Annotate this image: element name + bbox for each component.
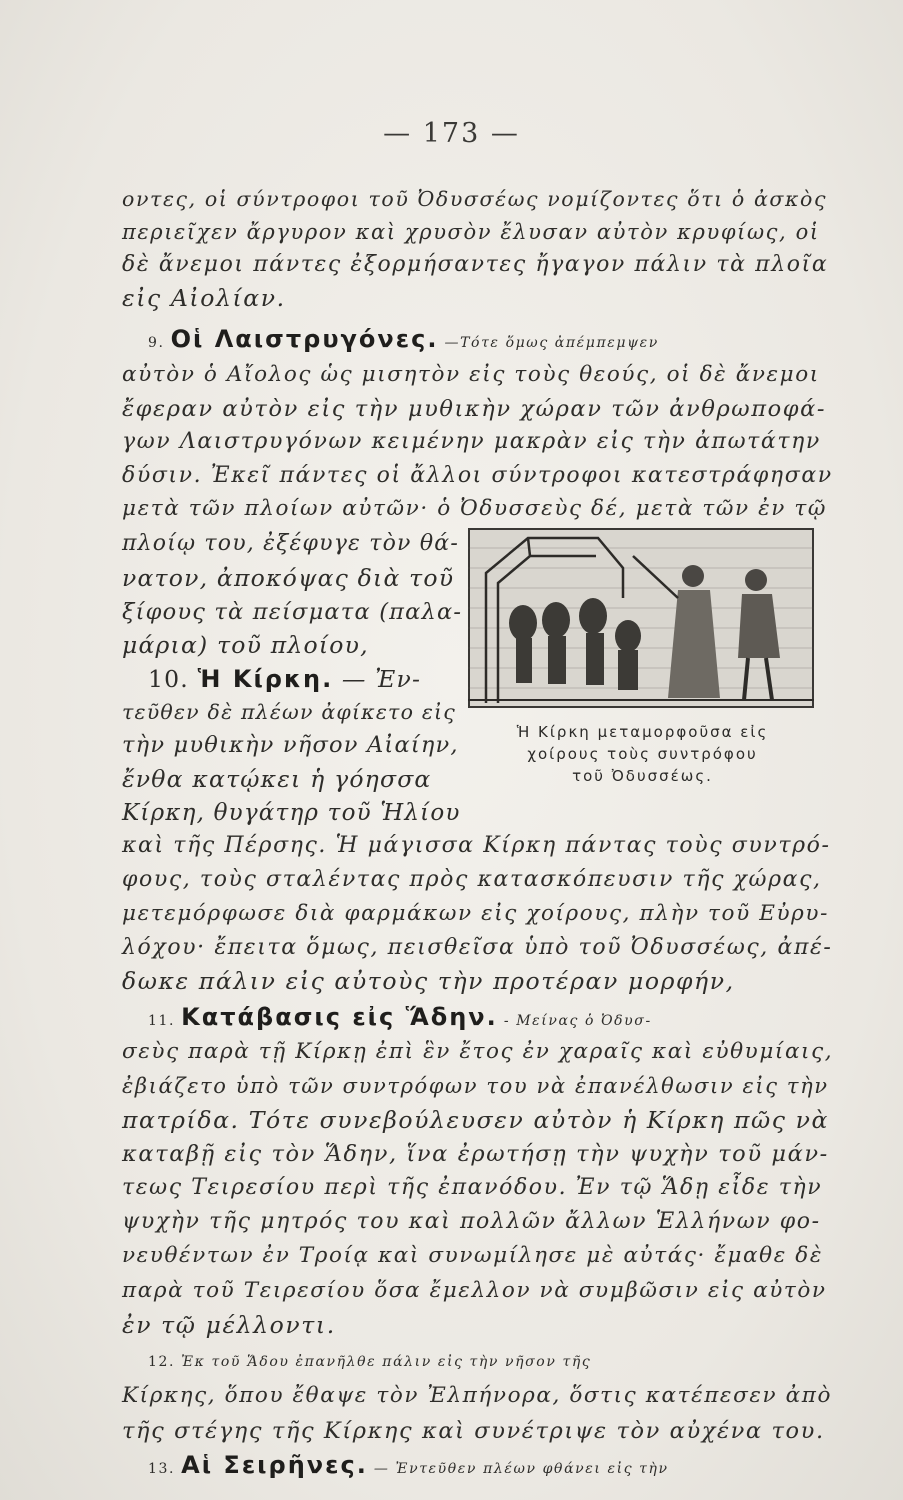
text-line (122, 1239, 822, 1273)
figure-caption-line: Ἡ Κίρκη μεταμορφοῦσα εἰς (516, 723, 769, 741)
line-text: μετεμόρφωσε διὰ φαρμάκων εἰς χοίρους, πλὴν τοῦ Εὐρυ- (122, 901, 829, 926)
text-line (122, 215, 822, 249)
line-text: μάρια) τοῦ πλοίου, (122, 631, 369, 659)
line-text: ἐβιάζετο ὑπὸ τῶν συντρόφων του νὰ ἐπανέλθωσιν εἰς τὴν (122, 1074, 829, 1098)
text-line (122, 1069, 829, 1103)
line-text: περιεῖχεν ἄργυρον καὶ χρυσὸν ἔλυσαν αὐτὸν κρυφίως, οἱ (122, 220, 820, 244)
text-line (122, 1379, 832, 1413)
text-line (122, 863, 822, 897)
line-text: καὶ τῆς Πέρσης. Ἡ μάγισσα Κίρκη πάντας τοὺς συντρό- (122, 833, 831, 858)
section-heading: Οἱ Λαιστρυγόνες. (170, 325, 439, 353)
line-text: τεως Τειρεσίου περὶ τῆς ἐπανόδου. Ἐν τῷ Ἅδῃ εἶδε τὴν (122, 1175, 823, 1200)
text-line (122, 964, 822, 998)
line-text: γων Λαιστρυγόνων κειμένην μακρὰν εἰς τὴν ἀπωτάτην (122, 429, 821, 454)
text-line (122, 1205, 822, 1239)
line-text: μετὰ τῶν πλοίων αὐτῶν· ὁ Ὀδυσσεὺς δέ, μετὰ τῶν ἐν τῷ (122, 496, 827, 521)
text-line (148, 1345, 848, 1379)
line-text: — Ἐντεῦθεν πλέων φθάνει εἰς τὴν (373, 1461, 669, 1477)
line-text: ἔνθα κατῴκει ἡ γόησσα (122, 765, 432, 793)
page-number: — 173 — (383, 118, 520, 149)
line-text: σεὺς παρὰ τῇ Κίρκῃ ἐπὶ ἓν ἔτος ἐν χαραῖς καὶ εὐθυμίαις, (122, 1039, 834, 1064)
text-line (122, 392, 827, 426)
text-line (122, 248, 829, 282)
text-line (122, 628, 452, 662)
line-text: οντες, οἱ σύντροφοι τοῦ Ὀδυσσέως νομίζοντες ὅτι ὁ ἀσκὸς (122, 187, 828, 211)
text-line (122, 728, 459, 762)
text-line (122, 1035, 834, 1069)
line-text: - Μείνας ὁ Ὀδυσ- (503, 1013, 652, 1029)
text-line (122, 425, 822, 459)
line-text: δωκε πάλιν εἰς αὐτοὺς τὴν προτέραν μορφήν, (122, 967, 735, 995)
line-text: —Τότε ὅμως ἀπέμπεμψεν (444, 335, 659, 351)
line-text: τῆς στέγης τῆς Κίρκης καὶ συνέτριψε τὸν αὐχένα του. (122, 1418, 825, 1444)
line-text: ἔφεραν αὐτὸν εἰς τὴν μυθικὴν χώραν τῶν ἀνθρωποφά- (122, 396, 827, 422)
line-text: παρὰ τοῦ Τειρεσίου ὅσα ἔμελλον νὰ συμβῶσιν εἰς αὐτὸν (122, 1278, 827, 1303)
text-line (148, 1448, 848, 1486)
section-number: 9. (148, 335, 165, 351)
line-text: εἰς Αἰολίαν. (122, 284, 286, 312)
text-line (122, 1103, 829, 1137)
line-text: πλοίῳ του, ἐξέφυγε τὸν θά- (122, 531, 459, 556)
line-text: Κίρκη, θυγάτηρ τοῦ Ἡλίου (122, 800, 461, 826)
text-line (122, 1308, 822, 1342)
text-line (122, 1414, 825, 1448)
section-number: 10. (148, 665, 189, 693)
text-line (122, 561, 455, 595)
figure-caption-line: χοίρους τοὺς συντρόφου (527, 745, 758, 763)
section-heading: Αἱ Σειρῆνες. (181, 1451, 368, 1479)
text-line (148, 322, 848, 360)
figure-caption-line: τοῦ Ὀδυσσέως. (572, 767, 713, 785)
line-text: δύσιν. Ἐκεῖ πάντες οἱ ἄλλοι σύντροφοι κατεστράφησαν (122, 463, 833, 488)
text-line (122, 281, 822, 315)
line-text: δὲ ἄνεμοι πάντες ἐξορμήσαντες ἤγαγον πάλιν τὰ πλοῖα (122, 252, 829, 277)
text-line (122, 1137, 829, 1171)
text-line (122, 182, 828, 216)
section-number: 11. (148, 1013, 176, 1029)
section-heading: Κατάβασις εἰς Ἅδην. (181, 1003, 498, 1031)
text-line (122, 459, 833, 493)
line-text: ξίφους τὰ πείσματα (παλα- (122, 599, 463, 625)
line-text: φους, τοὺς σταλέντας πρὸς κατασκόπευσιν τῆς χώρας, (122, 867, 822, 892)
text-line (122, 762, 452, 796)
line-text: λόχου· ἔπειτα ὅμως, πεισθεῖσα ὑπὸ τοῦ Ὀδυσσέως, ἀπέ- (122, 935, 833, 960)
text-line (148, 662, 478, 696)
text-line (122, 1274, 827, 1308)
circe-illustration (468, 528, 814, 708)
line-text: ψυχὴν τῆς μητρός του καὶ πολλῶν ἄλλων Ἑλλήνων φο- (122, 1209, 821, 1234)
text-line (122, 527, 459, 561)
text-line (122, 1171, 822, 1205)
line-text: Ἐκ τοῦ Ἅδου ἐπανῆλθε πάλιν εἰς τὴν νῆσον τῆς (181, 1354, 592, 1370)
line-text: — Ἐν- (341, 665, 422, 693)
line-text: τεῦθεν δὲ πλέων ἀφίκετο εἰς (122, 700, 456, 724)
line-text: νατον, ἀποκόψας διὰ τοῦ (122, 564, 455, 592)
section-heading: Ἡ Κίρκη. (197, 665, 334, 693)
text-line (148, 1000, 848, 1038)
text-line (122, 695, 456, 729)
section-number: 12. (148, 1354, 176, 1370)
text-line (122, 897, 829, 931)
line-text: νευθέντων ἐν Τροίᾳ καὶ συνωμίλησε μὲ αὐτάς· ἔμαθε δὲ (122, 1243, 823, 1268)
line-text: ἐν τῷ μέλλοντι. (122, 1311, 336, 1339)
line-text: Κίρκης, ὅπου ἔθαψε τὸν Ἐλπήνορα, ὅστις κατέπεσεν ἀπὸ (122, 1383, 832, 1408)
line-text: αὐτὸν ὁ Αἴολος ὡς μισητὸν εἰς τοὺς θεούς, οἱ δὲ ἄνεμοι (122, 362, 820, 387)
text-line (122, 595, 463, 629)
line-text: καταβῇ εἰς τὸν Ἅδην, ἵνα ἐρωτήσῃ τὴν ψυχὴν τοῦ μάν- (122, 1141, 829, 1167)
text-line (122, 931, 833, 965)
text-line (122, 829, 831, 863)
text-line (122, 492, 827, 526)
line-text: τὴν μυθικὴν νῆσον Αἰαίην, (122, 732, 459, 758)
section-number: 13. (148, 1461, 176, 1477)
text-line (122, 358, 822, 392)
text-line (122, 796, 461, 830)
line-text: πατρίδα. Τότε συνεβούλευσεν αὐτὸν ἡ Κίρκη πῶς νὰ (122, 1106, 829, 1134)
